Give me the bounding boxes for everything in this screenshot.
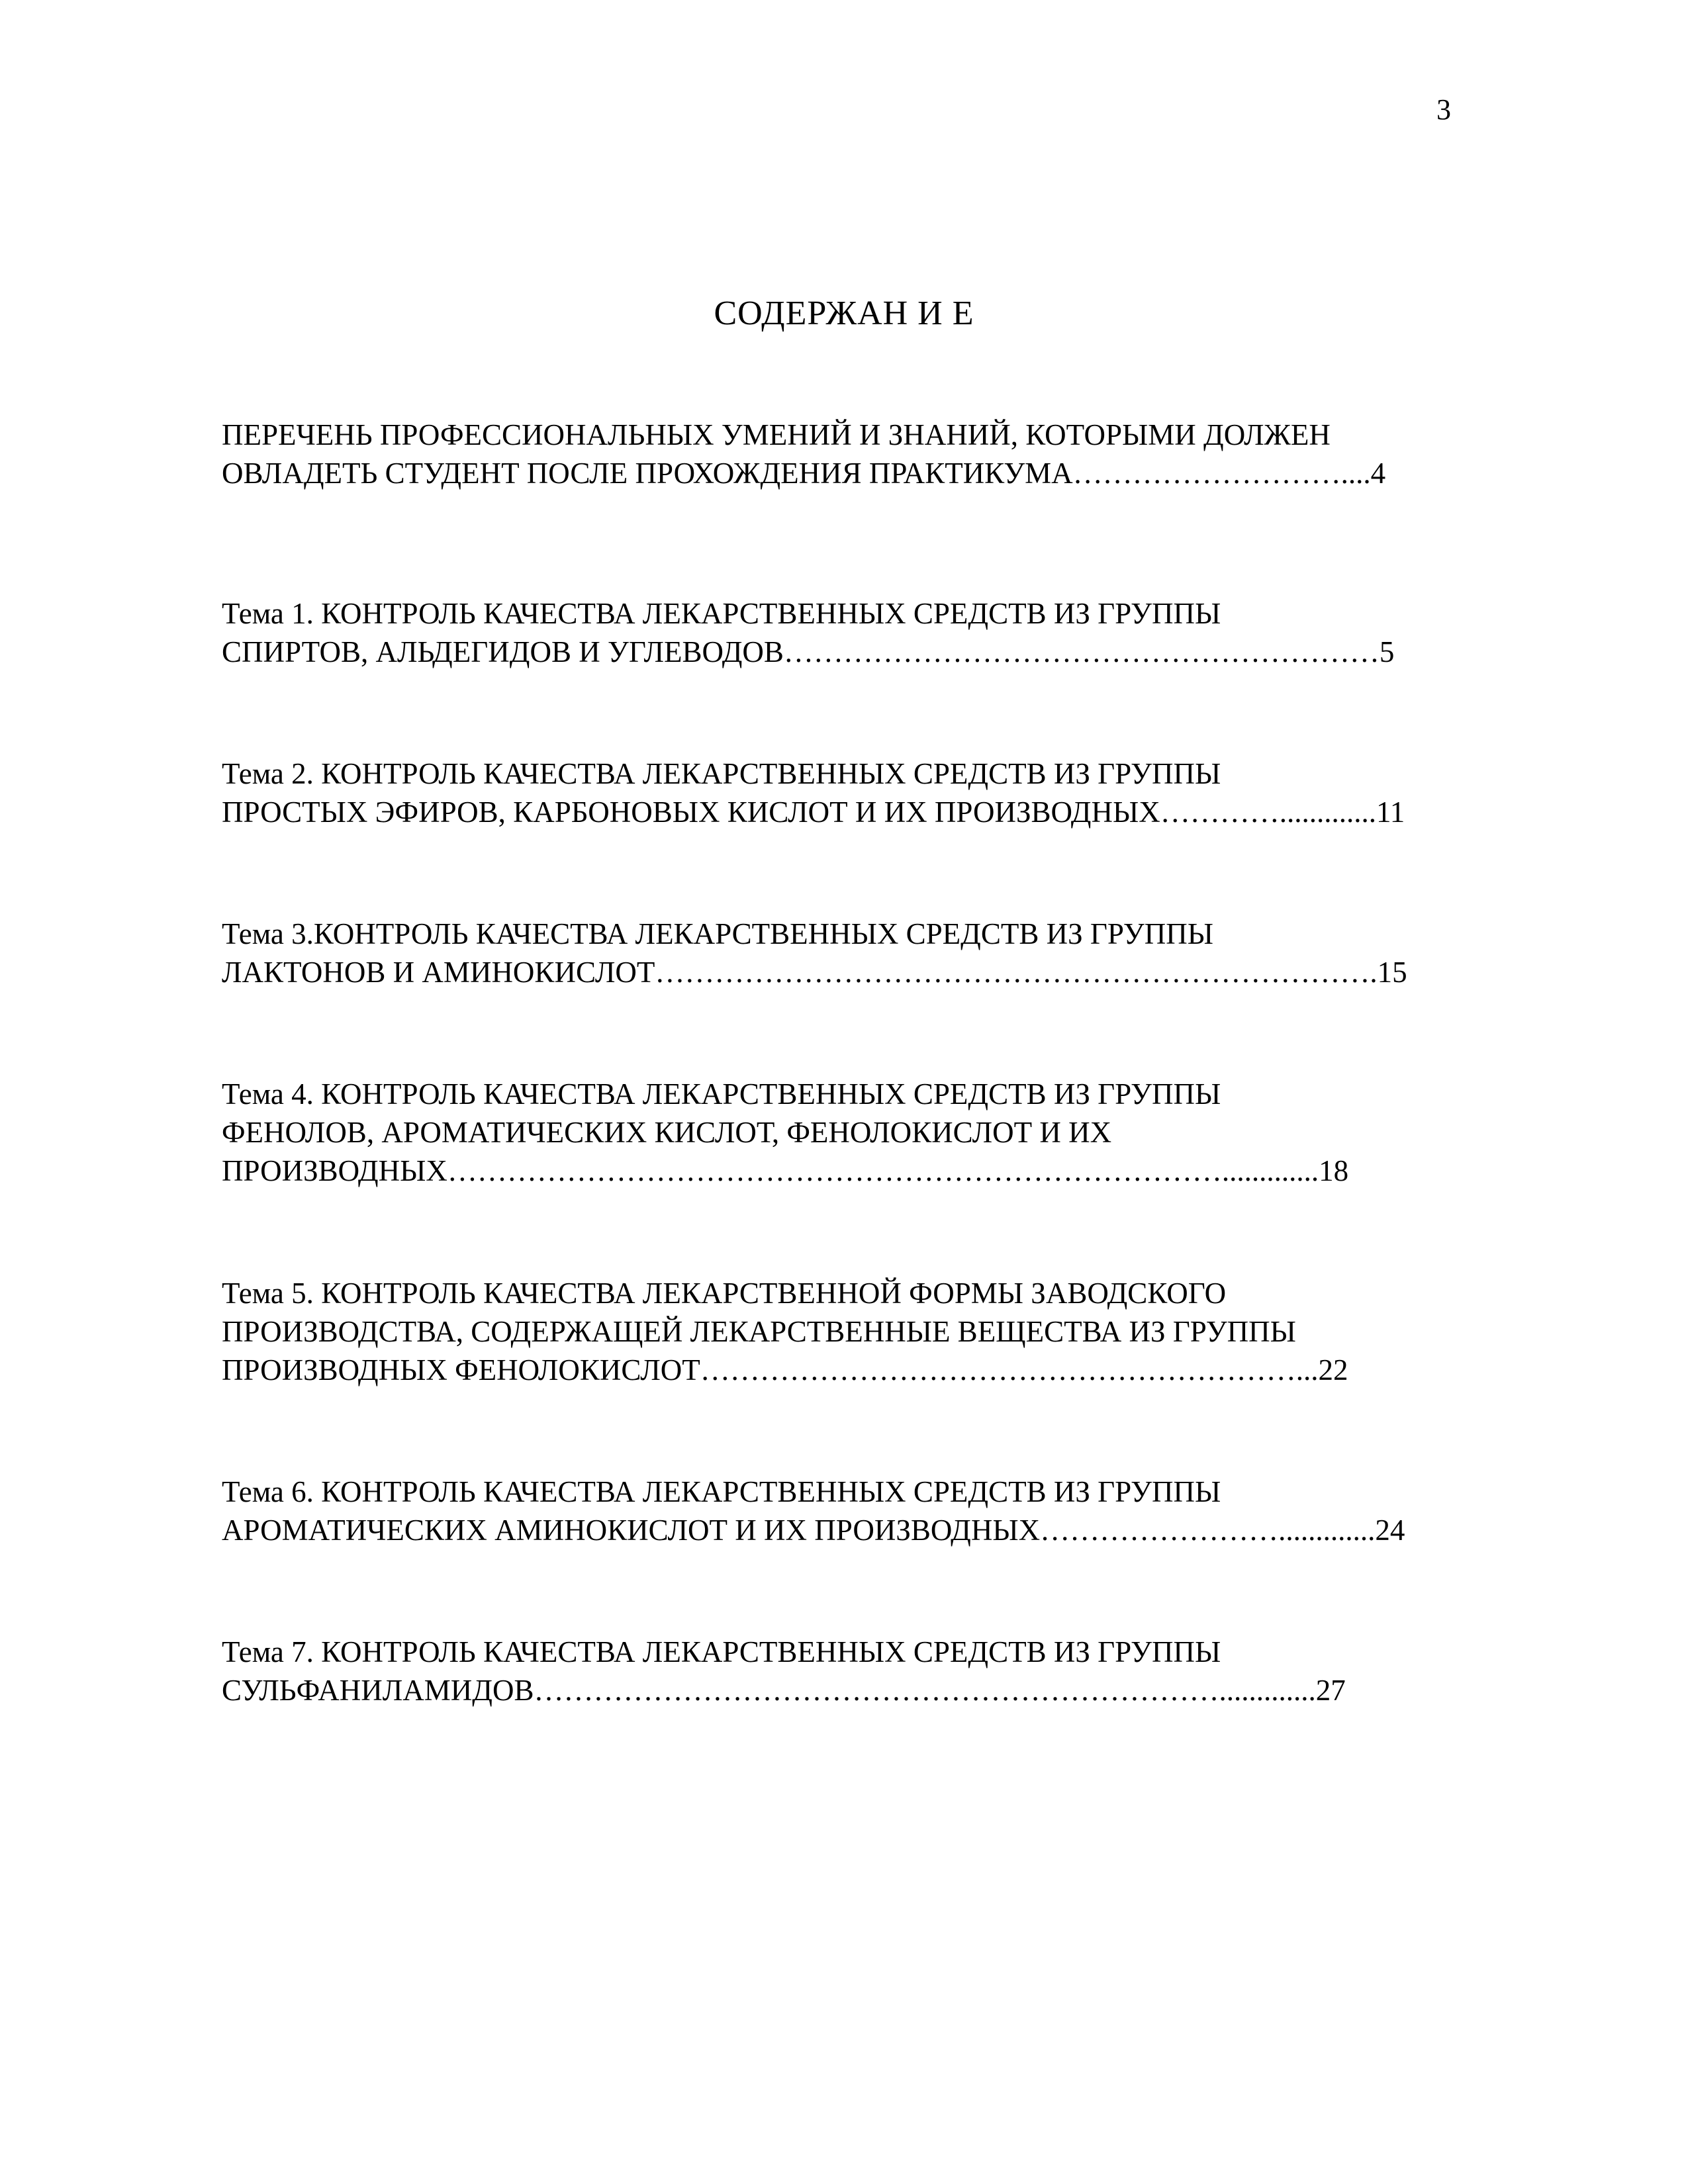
toc-entry-6: [222, 1473, 1466, 1549]
toc-line: АРОМАТИЧЕСКИХ АМИНОКИСЛОТ И ИХ ПРОИЗВОДНЫХ…………………….............24: [222, 1514, 1405, 1547]
toc-line: Тема 4. КОНТРОЛЬ КАЧЕСТВА ЛЕКАРСТВЕННЫХ СРЕДСТВ ИЗ ГРУППЫ: [222, 1077, 1221, 1111]
toc-line: Тема 3.КОНТРОЛЬ КАЧЕСТВА ЛЕКАРСТВЕННЫХ СРЕДСТВ ИЗ ГРУППЫ: [222, 917, 1213, 950]
toc-line: СПИРТОВ, АЛЬДЕГИДОВ И УГЛЕВОДОВ……………………………………………………5: [222, 635, 1395, 668]
toc-line: ФЕНОЛОВ, АРОМАТИЧЕСКИХ КИСЛОТ, ФЕНОЛОКИСЛОТ И ИХ: [222, 1116, 1112, 1149]
toc-line: Тема 7. КОНТРОЛЬ КАЧЕСТВА ЛЕКАРСТВЕННЫХ СРЕДСТВ ИЗ ГРУППЫ: [222, 1635, 1221, 1668]
toc-line: ПРОСТЫХ ЭФИРОВ, КАРБОНОВЫХ КИСЛОТ И ИХ ПРОИЗВОДНЫХ………….............11: [222, 796, 1405, 829]
toc-line: Тема 6. КОНТРОЛЬ КАЧЕСТВА ЛЕКАРСТВЕННЫХ СРЕДСТВ ИЗ ГРУППЫ: [222, 1475, 1221, 1508]
toc-entry-4: [222, 1075, 1466, 1190]
page-title: СОДЕРЖАН И Е: [714, 295, 974, 332]
toc-entry-7: [222, 1633, 1466, 1709]
toc-line: ПРОИЗВОДНЫХ…………………………………………………………………….............18: [222, 1154, 1349, 1187]
toc-entry-3: [222, 915, 1466, 991]
page-number: 3: [1436, 93, 1451, 126]
toc-entry-0: [222, 416, 1466, 492]
toc-entry-1: [222, 594, 1466, 671]
toc-line: Тема 1. КОНТРОЛЬ КАЧЕСТВА ЛЕКАРСТВЕННЫХ СРЕДСТВ ИЗ ГРУППЫ: [222, 597, 1221, 630]
toc-line: ЛАКТОНОВ И АМИНОКИСЛОТ……………………………………………………………….15: [222, 956, 1407, 989]
toc-line: Тема 5. КОНТРОЛЬ КАЧЕСТВА ЛЕКАРСТВЕННОЙ ФОРМЫ ЗАВОДСКОГО: [222, 1277, 1227, 1310]
toc-line: ПРОИЗВОДНЫХ ФЕНОЛОКИСЛОТ……………………………………………………...22: [222, 1353, 1348, 1387]
toc-line: ПРОИЗВОДСТВА, СОДЕРЖАЩЕЙ ЛЕКАРСТВЕННЫЕ ВЕЩЕСТВА ИЗ ГРУППЫ: [222, 1315, 1296, 1348]
toc-line: ОВЛАДЕТЬ СТУДЕНТ ПОСЛЕ ПРОХОЖДЕНИЯ ПРАКТИКУМА………………………....4: [222, 457, 1386, 490]
toc-entry-2: [222, 754, 1466, 831]
toc-entry-5: [222, 1274, 1466, 1389]
toc-line: Тема 2. КОНТРОЛЬ КАЧЕСТВА ЛЕКАРСТВЕННЫХ СРЕДСТВ ИЗ ГРУППЫ: [222, 757, 1221, 790]
toc-line: ПЕРЕЧЕНЬ ПРОФЕССИОНАЛЬНЫХ УМЕНИЙ И ЗНАНИЙ, КОТОРЫМИ ДОЛЖЕН: [222, 418, 1331, 451]
toc-line: СУЛЬФАНИЛАМИДОВ…………………………………………………………….............27: [222, 1674, 1346, 1707]
